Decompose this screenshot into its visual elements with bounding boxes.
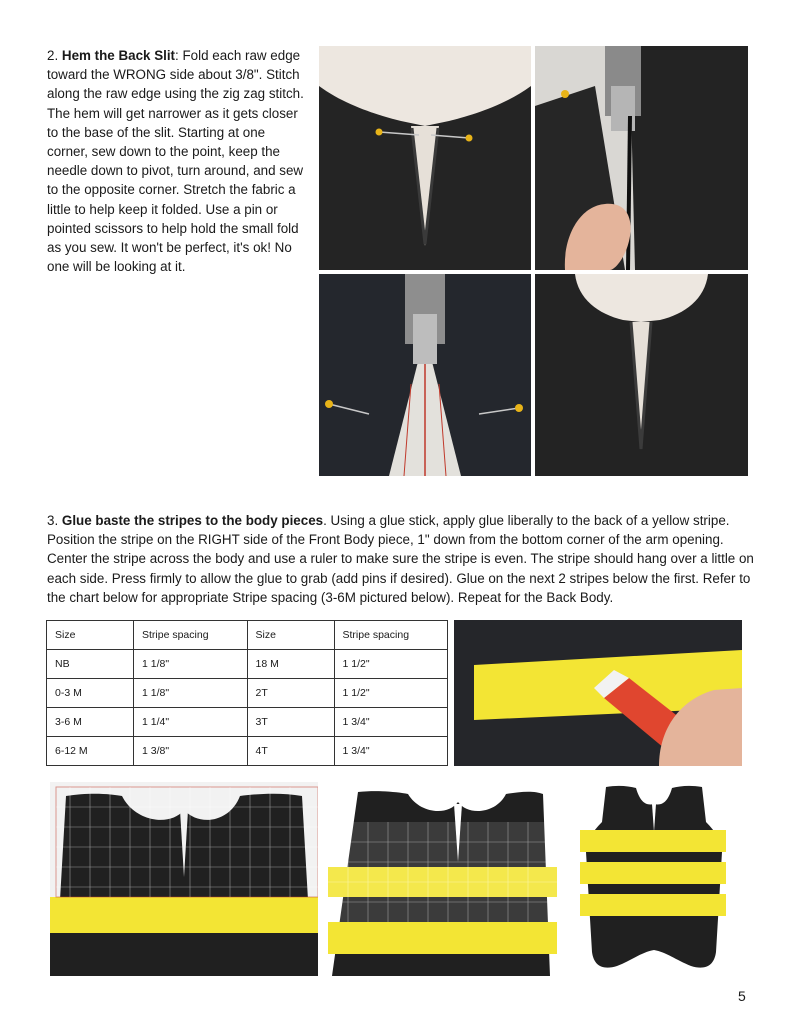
table-header-row	[47, 621, 448, 650]
step-2-instructions	[47, 46, 309, 276]
step-3-title: Glue baste the stripes to the body pieces	[61, 513, 324, 528]
table-header-cell: Size	[247, 621, 334, 650]
table-header-cell: Stripe spacing	[334, 621, 448, 650]
table-cell: 6-12 M	[47, 737, 134, 766]
table-cell: 18 M	[247, 650, 334, 679]
photo-pivot-at-point	[319, 274, 531, 476]
step-2-number: 2.	[47, 48, 59, 63]
table-row	[47, 679, 448, 708]
table-header-cell: Stripe spacing	[134, 621, 248, 650]
photo-ruler-first-stripe	[50, 782, 318, 976]
photo-pinned-slit	[319, 46, 531, 270]
table-cell: 1 1/4"	[134, 708, 248, 737]
table-cell: 3-6 M	[47, 708, 134, 737]
table-cell: 1 1/2"	[334, 650, 448, 679]
table-cell: 2T	[247, 679, 334, 708]
table-cell: 4T	[247, 737, 334, 766]
photo-stitching-edge	[535, 46, 748, 270]
photo-finished-slit	[535, 274, 748, 476]
table-row	[47, 708, 448, 737]
table-cell: 1 3/8"	[134, 737, 248, 766]
table-row	[47, 650, 448, 679]
page-number: 5	[738, 988, 746, 1004]
photo-ruler-second-stripe	[328, 782, 557, 976]
table-cell: 1 1/2"	[334, 679, 448, 708]
step-3-body: . Using a glue stick, apply glue liberally to the back of a yellow stripe. Position the stripe on the RIGHT side of the Front Body piece, 1" down from the bottom corner of the arm opening. Center the stripe across the body and use a ruler to make sure the stripe is even. The stripe should hang over a little on each side. Press firmly to allow the glue to grab (add pins if desired). Glue on the next 2 stripes below the first. Refer to the chart below for appropriate Stripe spacing (3-6M pictured below). Repeat for the Back Body.	[47, 513, 754, 605]
photo-glue-stick-stripe	[454, 620, 742, 766]
table-cell: 1 1/8"	[134, 650, 248, 679]
table-row	[47, 737, 448, 766]
table-cell: 1 1/8"	[134, 679, 248, 708]
step-3-instructions	[47, 511, 759, 607]
step-2-body: : Fold each raw edge toward the WRONG side about 3/8". Stitch along the raw edge using the zig zag stitch. The hem will get narrower as it gets closer to the base of the slit. Starting at one corner, sew down to the point, keep the needle down to pivot, turn around, and sew to the opposite corner. Stretch the fabric a little to help keep it folded. Use a pin or pointed scissors to help hold the small fold as you sew. It won't be perfect, it's ok! No one will be looking at it.	[47, 48, 304, 275]
table-cell: 1 3/4"	[334, 708, 448, 737]
step-3-number: 3.	[47, 513, 59, 528]
photo-three-stripes-body	[566, 782, 742, 976]
step-2-title: Hem the Back Slit	[61, 48, 176, 63]
stripe-spacing-table	[46, 620, 448, 766]
table-cell: 3T	[247, 708, 334, 737]
table-cell: 0-3 M	[47, 679, 134, 708]
table-cell: NB	[47, 650, 134, 679]
table-cell: 1 3/4"	[334, 737, 448, 766]
table-header-cell: Size	[47, 621, 134, 650]
